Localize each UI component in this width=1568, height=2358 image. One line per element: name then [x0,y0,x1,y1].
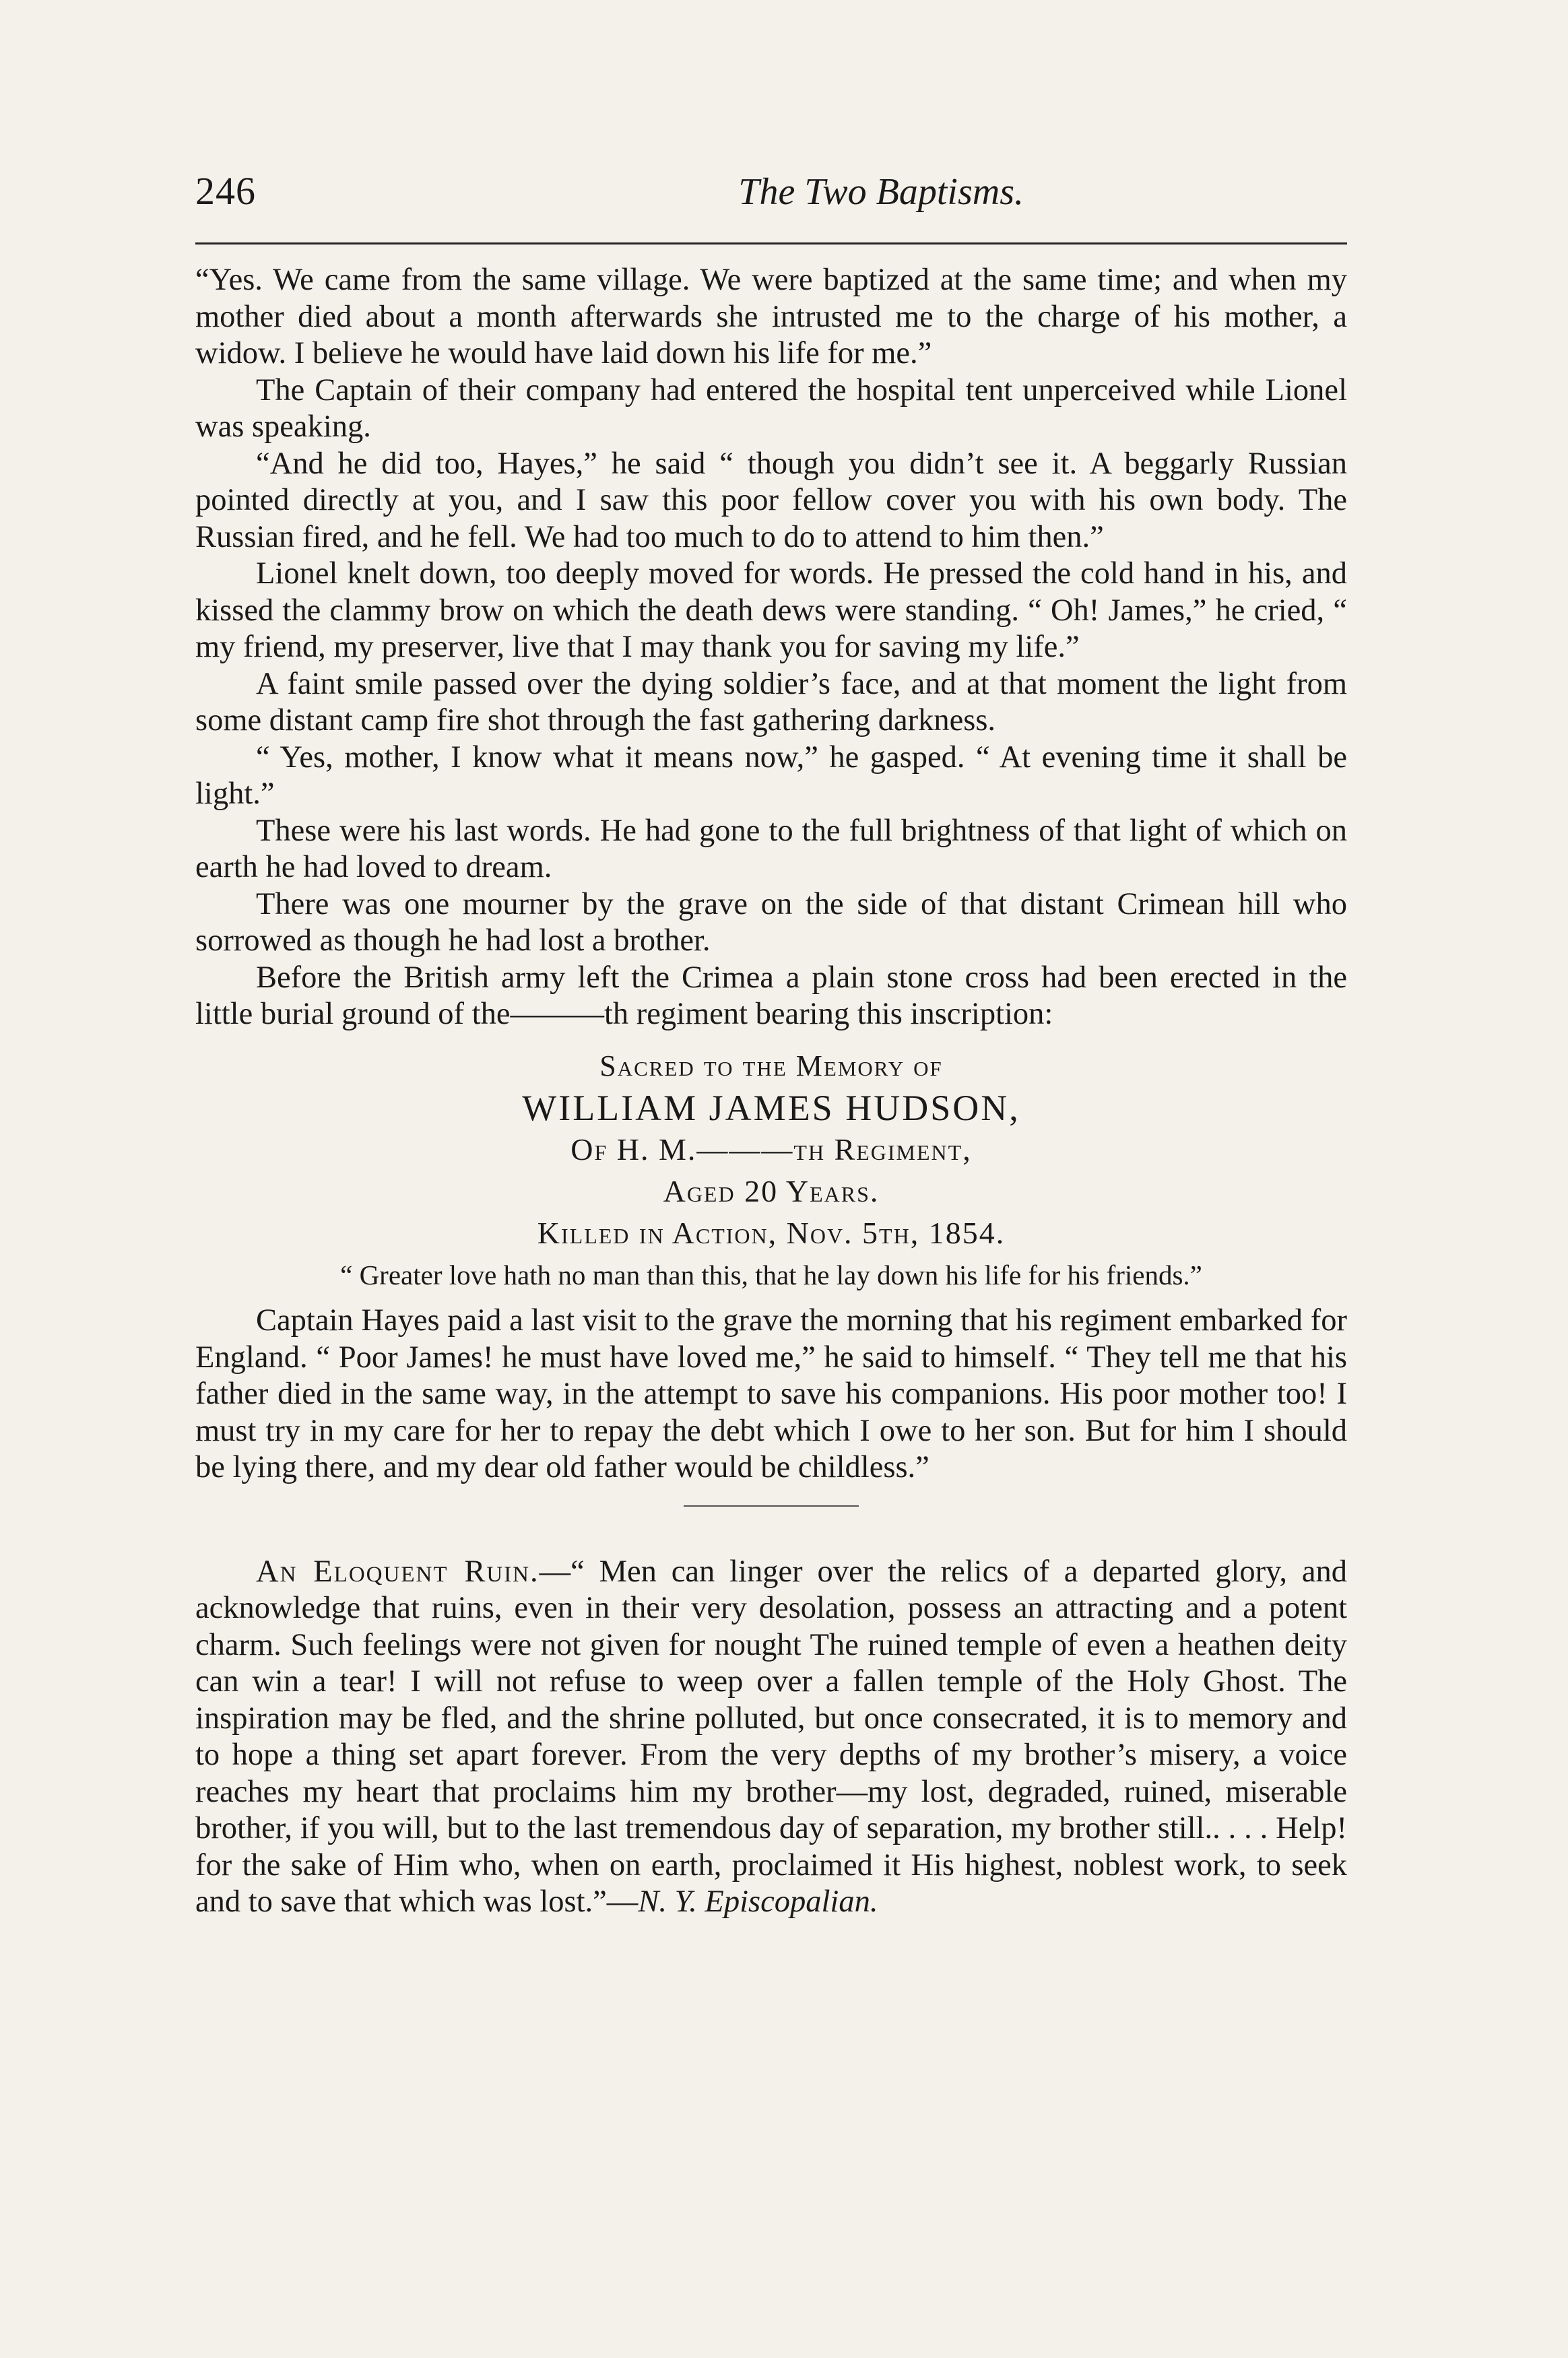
inscription-line: Of H. M.———th Regiment, [570,1132,972,1167]
section-divider [684,1505,859,1507]
paragraph: There was one mourner by the grave on the side of that distant Crimean hill who sorrowed as though he had lost a brother. [195,886,1347,958]
page-header [195,168,1347,229]
article-attribution: N. Y. Episcopalian. [638,1885,878,1919]
inscription-line: Killed in Action, Nov. 5th, 1854. [537,1215,1006,1250]
article-heading: An Eloquent Ruin. [256,1554,540,1589]
paragraph [195,1554,1347,1921]
paragraph: “ Yes, mother, I know what it means now,” he gasped. “ At evening time it shall be light.” [195,740,1347,811]
inscription [195,1045,1347,1254]
inscription-name: WILLIAM JAMES HUDSON, [522,1087,1020,1128]
inscription-quote: “ Greater love hath no man than this, that he lay down his life for his friends.” [340,1259,1202,1290]
page-number: 246 [195,169,256,213]
paragraph: Captain Hayes paid a last visit to the grave the morning that his regiment embarked for England. “ Poor James! he must have loved me,” he said to himself. “ They tell me that his father died in the same way, in the attempt to save his companions. His poor mother too! I must try in my care for her to repay the debt which I owe to her son. But for him I should be lying there, and my dear old father would be childless.” [195,1303,1347,1484]
paragraph: These were his last words. He had gone to the full brightness of that light of which on earth he had loved to dream. [195,813,1347,884]
paragraph: A faint smile passed over the dying soldier’s face, and at that moment the light from some distant camp fire shot through the fast gathering darkness. [195,666,1347,738]
story-text [195,262,1347,1486]
paragraph: “Yes. We came from the same village. We were baptized at the same time; and when my mother died about a month afterwards she intrusted me to the charge of his mother, a widow. I believe he would have laid down his life for me.” [195,263,1347,370]
header-rule [195,242,1347,244]
paragraph: The Captain of their company had entered the hospital tent unperceived while Lionel was speaking. [195,372,1347,444]
article-text: —“ Men can linger over the relics of a departed glory, and acknowledge that ruins, even in their very desolation, possess an attracting and a potent charm. Such feelings were not given for nought The ruined temple of even a heathen deity can win a tear! I will not refuse to weep over a fallen temple of the Holy Ghost. The inspiration may be fled, and the shrine polluted, but once consecrated, it is to memory and to hope a thing set apart forever. From the very depths of my brother’s misery, a voice reaches my heart that proclaims him my brother—my lost, degraded, ruined, miserable brother, if you will, but to the last tremendous day of separation, my brother still.. . . . Help! for the sake of Him who, when on earth, proclaimed it His highest, noblest work, to seek and to save that which was lost.”— [195,1554,1347,1919]
book-page [195,168,1347,1921]
inscription-line: Sacred to the Memory of [599,1049,943,1082]
paragraph: Lionel knelt down, too deeply moved for words. He pressed the cold hand in his, and kissed the clammy brow on which the death dews were standing. “ Oh! James,” he cried, “ my friend, my preserver, live that I may thank you for saving my life.” [195,556,1347,664]
paragraph: “And he did too, Hayes,” he said “ though you didn’t see it. A beggarly Russian pointed directly at you, and I saw this poor fellow cover you with his own body. The Russian fired, and he fell. We had too much to do to attend to him then.” [195,446,1347,554]
inscription-line: Aged 20 Years. [663,1173,880,1208]
ruin-article [195,1554,1347,1921]
running-title: The Two Baptisms. [738,171,1024,213]
paragraph: Before the British army left the Crimea a plain stone cross had been erected in the little burial ground of the———th regiment bearing this inscription: [195,960,1347,1031]
